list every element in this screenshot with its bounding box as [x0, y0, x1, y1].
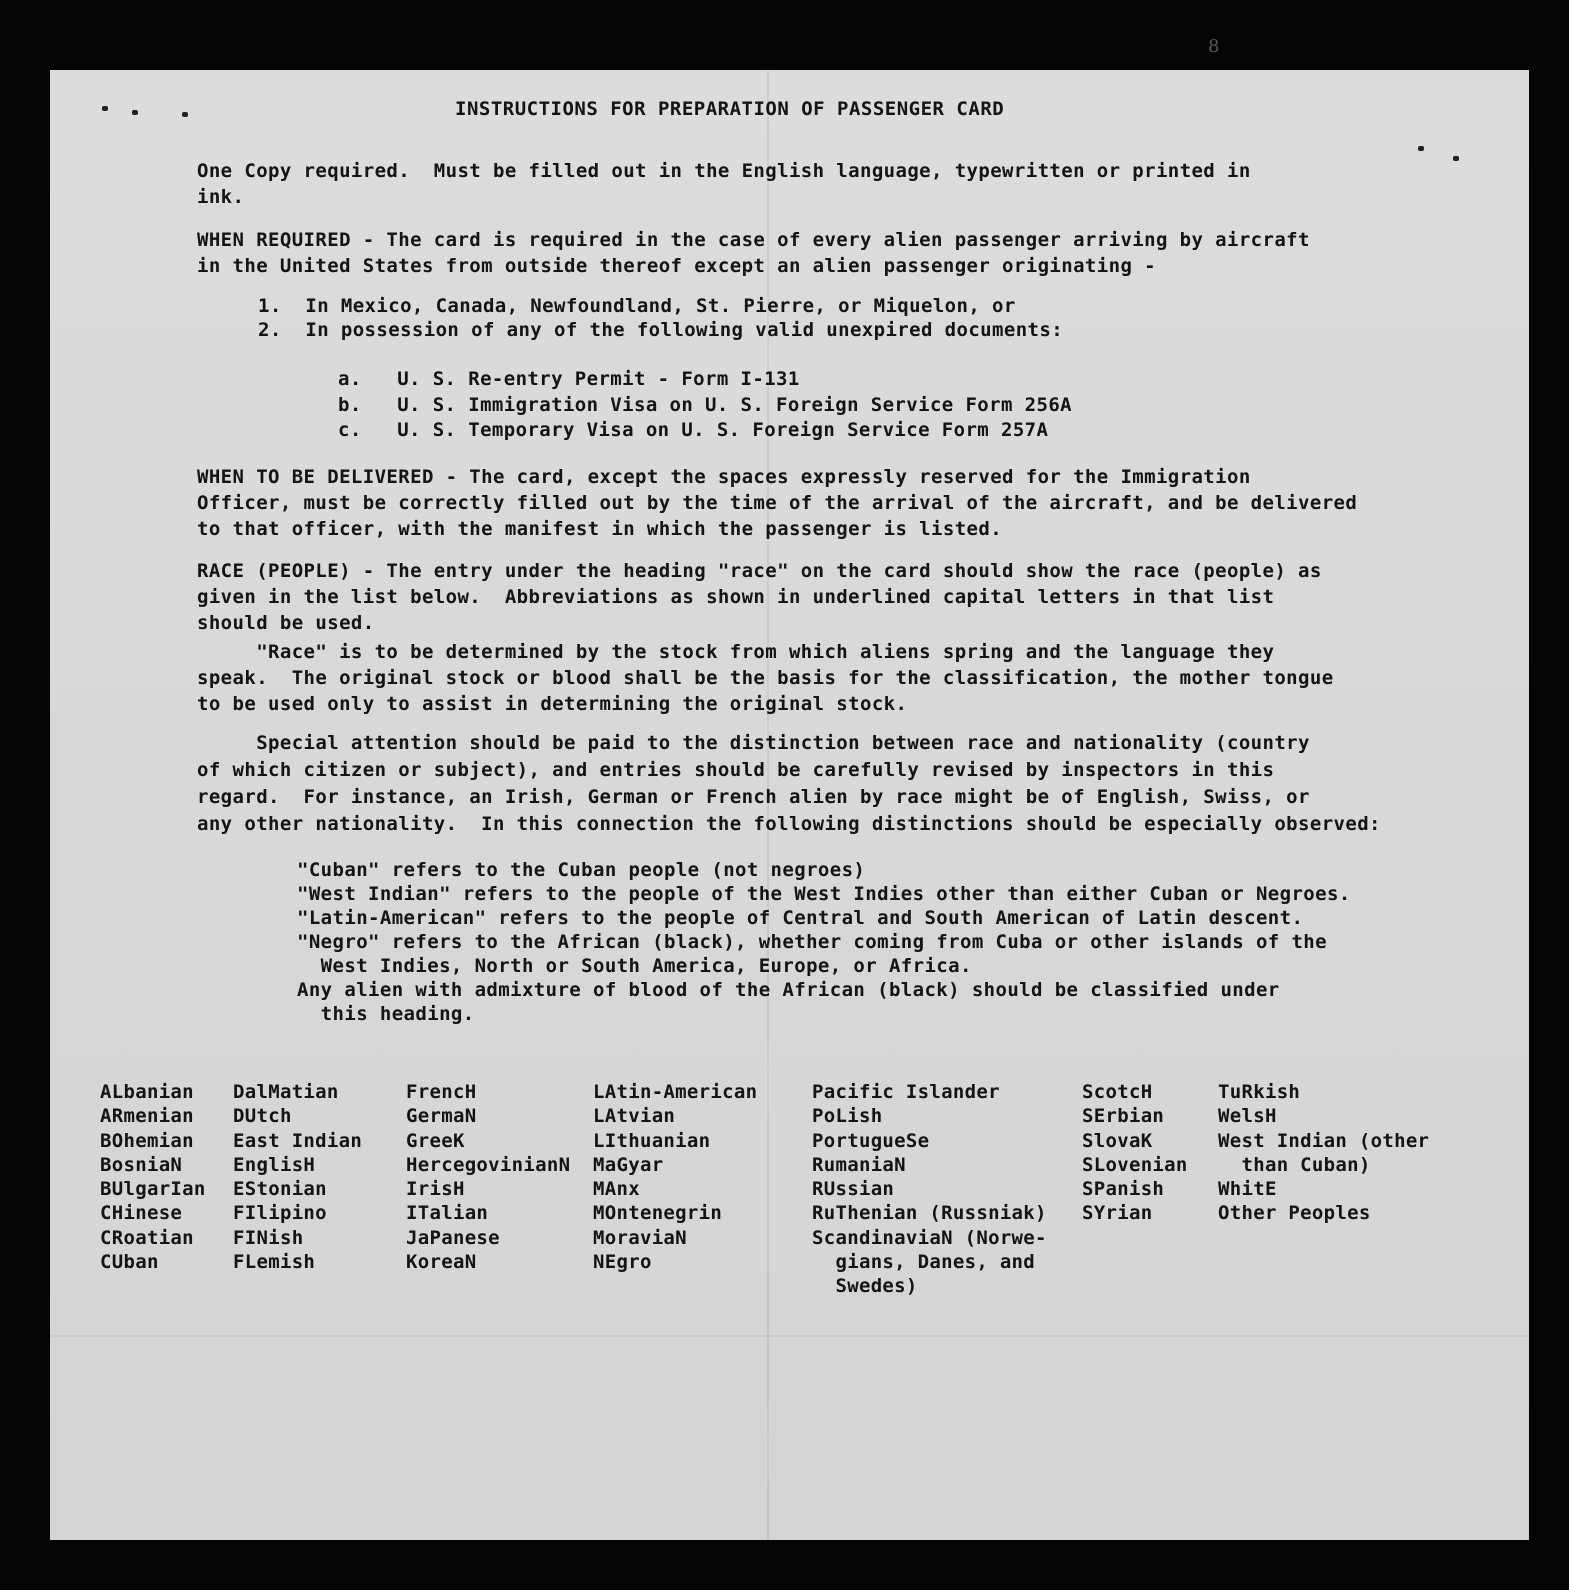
race-list-column: [406, 1080, 570, 1274]
race-entry: ScotcH: [1082, 1081, 1153, 1103]
race-entry: MAnx: [593, 1178, 640, 1201]
document-page: [50, 70, 1529, 1540]
speck: [102, 106, 108, 111]
intro-paragraph: [197, 158, 1487, 210]
race-entry: East Indian: [233, 1129, 363, 1152]
race-entry: ITalian: [406, 1202, 489, 1225]
race-list-column: [593, 1080, 757, 1274]
race-entry: EnglisH: [233, 1153, 316, 1176]
race-entry: CUban: [100, 1251, 159, 1274]
when-required-paragraph: [197, 227, 1487, 279]
race-entry: Swedes): [812, 1275, 918, 1298]
race-definition-line: to be used only to assist in determining the original stock.: [197, 693, 908, 715]
when-required-line: WHEN REQUIRED - The card is required in the case of every alien passenger arriving by aircraft: [197, 229, 1310, 251]
distinction-line: "Cuban" refers to the Cuban people (not negroes): [297, 859, 866, 881]
race-entry: BosniaN: [100, 1153, 183, 1176]
race-list-column: [1218, 1080, 1429, 1226]
when-delivered-paragraph: [197, 464, 1487, 542]
special-attention-line: Special attention should be paid to the distinction between race and nationality (country: [197, 732, 1310, 754]
when-delivered-line: Officer, must be correctly filled out by the time of the arrival of the aircraft, and be delivered: [197, 492, 1358, 514]
document-item: a. U. S. Re-entry Permit - Form I-131: [338, 368, 800, 390]
race-list-column: [233, 1080, 362, 1274]
special-attention-paragraph: [197, 730, 1487, 838]
distinction-line: this heading.: [297, 1003, 475, 1025]
page-corner-mark: 8: [1208, 36, 1220, 57]
race-entry: WhitE: [1218, 1178, 1277, 1201]
race-entry: SPanish: [1082, 1178, 1165, 1201]
race-entry: BUlgarIan: [100, 1178, 206, 1201]
race-entry: WelsH: [1218, 1105, 1277, 1128]
race-entry: CHinese: [100, 1202, 183, 1225]
special-attention-line: any other nationality. In this connection the following distinctions should be especially observed:: [197, 813, 1381, 835]
page-title: INSTRUCTIONS FOR PREPARATION OF PASSENGER CARD: [455, 98, 1005, 120]
race-people-line: given in the list below. Abbreviations as shown in underlined capital letters in that list: [197, 586, 1275, 608]
race-entry: TuRkish: [1218, 1081, 1301, 1103]
speck: [1418, 146, 1424, 151]
race-entry: LAtvian: [593, 1105, 676, 1128]
race-definition-paragraph: [197, 639, 1487, 717]
race-definition-line: "Race" is to be determined by the stock from which aliens spring and the language they: [197, 641, 1275, 663]
special-attention-line: of which citizen or subject), and entries should be carefully revised by inspectors in this: [197, 759, 1275, 781]
race-entry: FIlipino: [233, 1202, 327, 1225]
distinction-line: "Negro" refers to the African (black), whether coming from Cuba or other islands of the: [297, 931, 1327, 953]
race-entry: RuThenian (Russniak): [812, 1202, 1047, 1225]
race-entry: DUtch: [233, 1105, 292, 1128]
race-entry: MoraviaN: [593, 1226, 687, 1249]
race-entry: IrisH: [406, 1178, 465, 1201]
when-delivered-line: to that officer, with the manifest in which the passenger is listed.: [197, 518, 1003, 540]
distinction-line: West Indies, North or South America, Europe, or Africa.: [297, 955, 972, 977]
race-entry: RUssian: [812, 1178, 895, 1201]
race-definition-line: speak. The original stock or blood shall be the basis for the classification, the mother tongue: [197, 667, 1334, 689]
when-required-line: in the United States from outside thereof except an alien passenger originating -: [197, 255, 1156, 277]
race-entry: KoreaN: [406, 1251, 477, 1274]
speck: [132, 110, 138, 115]
intro-line: One Copy required. Must be filled out in the English language, typewritten or printed in: [197, 160, 1251, 182]
race-people-paragraph: [197, 558, 1487, 636]
race-entry: DalMatian: [233, 1081, 339, 1103]
race-entry: SErbian: [1082, 1105, 1165, 1128]
race-entry: GermaN: [406, 1105, 477, 1128]
race-entry: ARmenian: [100, 1105, 194, 1128]
race-entry: JaPanese: [406, 1226, 500, 1249]
race-people-line: RACE (PEOPLE) - The entry under the heading "race" on the card should show the race (people) as: [197, 560, 1322, 582]
race-people-line: should be used.: [197, 612, 375, 634]
race-entry: LAtin-American: [593, 1081, 758, 1103]
race-entry: FINish: [233, 1226, 304, 1249]
fold-crease: [50, 1335, 1529, 1337]
race-entry: FrencH: [406, 1081, 477, 1103]
race-entry: Other Peoples: [1218, 1202, 1371, 1225]
special-attention-line: regard. For instance, an Irish, German or French alien by race might be of English, Swiss, or: [197, 786, 1310, 808]
race-entry: gians, Danes, and: [812, 1251, 1036, 1274]
race-entry: MOntenegrin: [593, 1202, 723, 1225]
race-entry: BOhemian: [100, 1129, 194, 1152]
condition-item: 2. In possession of any of the following valid unexpired documents:: [258, 319, 1064, 341]
race-list-column: [100, 1080, 206, 1274]
race-entry: LIthuanian: [593, 1129, 711, 1152]
race-entry: SlovaK: [1082, 1129, 1153, 1152]
race-entry: SLovenian: [1082, 1153, 1188, 1176]
distinction-line: Any alien with admixture of blood of the African (black) should be classified under: [297, 979, 1280, 1001]
race-entry: PortugueSe: [812, 1129, 930, 1152]
document-item: b. U. S. Immigration Visa on U. S. Foreign Service Form 256A: [338, 394, 1073, 416]
race-entry: CRoatian: [100, 1226, 194, 1249]
race-entry: ScandinaviaN (Norwe-: [812, 1226, 1047, 1249]
race-entry: GreeK: [406, 1129, 465, 1152]
condition-item: 1. In Mexico, Canada, Newfoundland, St. Pierre, or Miquelon, or: [258, 295, 1016, 317]
race-entry: than Cuban): [1218, 1153, 1371, 1176]
race-entry: MaGyar: [593, 1153, 664, 1176]
race-entry: HercegovinianN: [406, 1153, 571, 1176]
race-entry: West Indian (other: [1218, 1129, 1430, 1152]
intro-line: ink.: [197, 186, 245, 208]
race-entry: ALbanian: [100, 1081, 194, 1103]
race-entry: PoLish: [812, 1105, 883, 1128]
speck: [182, 112, 188, 117]
race-entry: EStonian: [233, 1178, 327, 1201]
distinction-line: "Latin-American" refers to the people of Central and South American of Latin descent.: [297, 907, 1304, 929]
distinction-line: "West Indian" refers to the people of the West Indies other than either Cuban or Negroes.: [297, 883, 1351, 905]
document-item: c. U. S. Temporary Visa on U. S. Foreign Service Form 257A: [338, 419, 1049, 441]
race-entry: FLemish: [233, 1251, 316, 1274]
race-entry: Pacific Islander: [812, 1081, 1000, 1103]
race-list-column: [812, 1080, 1047, 1299]
race-entry: SYrian: [1082, 1202, 1153, 1225]
when-delivered-line: WHEN TO BE DELIVERED - The card, except the spaces expressly reserved for the Immigration: [197, 466, 1251, 488]
distinctions-list: [297, 858, 1569, 1026]
race-entry: RumaniaN: [812, 1153, 906, 1176]
race-list-column: [1082, 1080, 1188, 1226]
race-entry: NEgro: [593, 1251, 652, 1274]
